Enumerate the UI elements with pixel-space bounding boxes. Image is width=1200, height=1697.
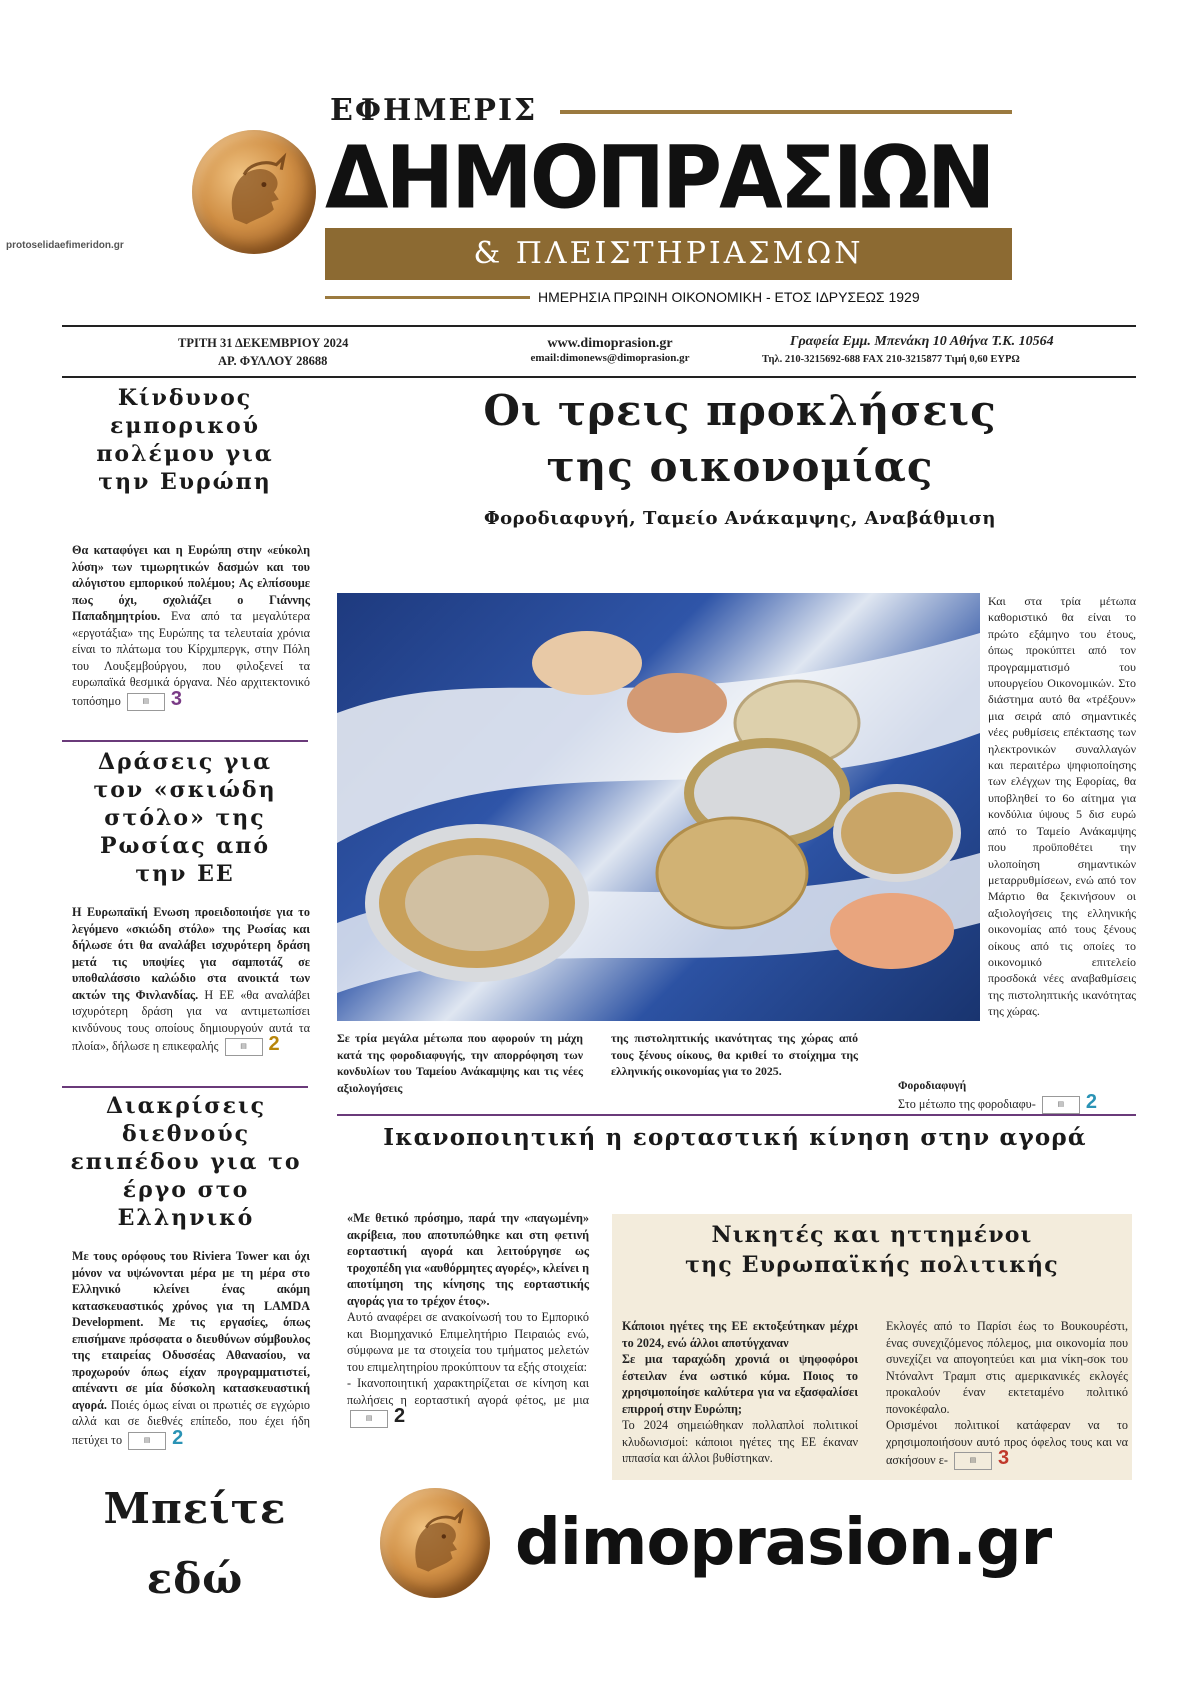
masthead-bottom-rule <box>325 296 530 299</box>
left-article2-body: Η ΕΕ «θα αναλάβει ισχυρότερη δράση για να αντιμετωπίσει κινδύνους τους οποίους δημιουργούν αυτά τα πλοία», δήλωσε η επικεφαλής <box>72 987 310 1053</box>
left-rule-1 <box>62 740 308 742</box>
newspaper-thumb-icon: ▤ <box>954 1452 992 1470</box>
office-address: Γραφεία Εμμ. Μπενάκη 10 Αθήνα Τ.Κ. 10564 <box>790 334 1054 349</box>
market-page-ref[interactable]: 2 <box>394 1405 406 1427</box>
left-article1-text <box>72 542 310 711</box>
issue-number: ΑΡ. ΦΥΛΛΟΥ 28688 <box>218 354 328 368</box>
footer-domain-link[interactable]: dimoprasion.gr <box>515 1506 1052 1580</box>
euro-left-column <box>622 1318 858 1467</box>
main-page-ref[interactable]: 2 <box>1085 1091 1097 1113</box>
euro-body1: Το 2024 σημειώθηκαν πολλαπλοί πολιτικοί κλυδωνισμοί: κάποιοι ηγέτες της ΕΕ έκαναν ιππασία και άλλοι βυθίστηκαν. <box>622 1418 858 1465</box>
cta-enter-line1[interactable]: Μπείτε <box>103 1484 287 1533</box>
newspaper-thumb-icon: ▤ <box>225 1038 263 1056</box>
main-headline-line2[interactable]: της οικονομίας <box>546 442 934 491</box>
hermes-profile-icon <box>380 1488 490 1598</box>
left-article3-text <box>72 1248 310 1450</box>
email-link[interactable]: email:dimonews@dimoprasion.gr <box>530 352 690 364</box>
euro-title-line2[interactable]: της Ευρωπαϊκής πολιτικής <box>685 1252 1059 1278</box>
coins-illustration <box>337 593 980 1021</box>
masthead-title: ΔΗΜΟΠΡΑΣΙΩΝ <box>325 128 993 229</box>
main-sub-text-content: Στο μέτωπο της φοροδιαφυ- <box>898 1097 1036 1111</box>
left-article1-tail: Νέο αρχιτεκτονικό τοπόσημο <box>72 675 311 708</box>
main-subheadline: Φοροδιαφυγή, Ταμείο Ανάκαμψης, Αναβάθμιση <box>483 508 997 529</box>
market-text <box>347 1210 589 1428</box>
issue-date: ΤΡΙΤΗ 31 ΔΕΚΕΜΒΡΙΟΥ 2024 <box>178 336 349 350</box>
newspaper-thumb-icon: ▤ <box>350 1410 388 1428</box>
newspaper-thumb-icon: ▤ <box>127 693 165 711</box>
main-sub-label: Φοροδιαφυγή <box>898 1080 967 1092</box>
left-article1-title[interactable]: Κίνδυνος εμπορικού πολέμου για την Ευρώπη <box>96 385 274 495</box>
left-rule-2 <box>62 1086 308 1088</box>
euro-body2: Εκλογές από το Παρίσι έως το Βουκουρέστι, ένας συνεχιζόμενος πόλεμος, μια οικονομία που συνεχίζει να απογοητεύει και μια νίκη-σοκ του Ντόναλντ Τραμπ στις αμερικανικές εκλογές προκαλούν έναν εκτεταμένο πολιτικό πονοκέφαλο. <box>886 1319 1128 1416</box>
left-article1-body: Ενα από τα μεγαλύτερα «εργοτάξια» της Ευρώπης τα τελευταία χρόνια είναι το πλάτωμα του Κίρχμπεργκ, στην Πόλη του Λουξεμβούργου, που φιλοξενεί τα ευρωπαϊκά θεσμικά όργανα. <box>72 609 310 689</box>
meta-bottom-rule <box>62 376 1136 378</box>
footer-coin-logo[interactable] <box>380 1488 490 1598</box>
masthead-subtitle: & ΠΛΕΙΣΤΗΡΙΑΣΜΩΝ <box>473 236 864 271</box>
main-headline-line1[interactable]: Οι τρεις προκλήσεις <box>483 386 997 435</box>
left-article3-lead: Με τους ορόφους του Riviera Tower και όχι μόνον να υψώνονται μέρα με τη μέρα στο Ελληνικό κλείνει ένας ακόμη κατασκευαστικός χρόνος για τη LAMDA Development. Με τις εργασίες, όπως επισήμανε πρόσφατα ο διευθύνων σύμβουλος της εταιρείας Οδυσσέας Αθανασίου, να προχωρούν όπως είχαν προγραμματιστεί, απέναντι σε μία δύσκολη κατασκευαστική αγορά. <box>72 1249 310 1412</box>
market-body: Αυτό αναφέρει σε ανακοίνωσή του το Εμπορικό και Βιομηχανικό Επιμελητήριο Πειραιώς ενώ, σύμφωνα με τα στοιχεία του τμήματος μελετών του επιμελητηρίου προκύπτουν τα εξής στοιχεία: <box>347 1310 589 1374</box>
hermes-coin-logo[interactable] <box>192 130 316 254</box>
euro-body3: Ορισμένοι πολιτικοί κατάφεραν να το χρησιμοποιήσουν αυτό προς όφελος τους και να ασκήσουν ε- <box>886 1418 1128 1467</box>
left-article3-page-ref[interactable]: 2 <box>172 1426 184 1449</box>
newspaper-thumb-icon: ▤ <box>1042 1096 1080 1114</box>
main-story-right-column: Και στα τρία μέτωπα καθοριστικό θα είναι το πρώτο εξάμηνο του έτους, όπως προκύπτει από τον προγραμματισμό του υπουργείου Οικονομικών. Στο διάστημα αυτό θα «τρέξουν» μια σειρά από σημαντικές νέες ρυθμίσεις επέκτασης των ηλεκτρονικών συναλλαγών και περαιτέρω ψηφιοποίησης των ελέγχων της Εφορίας, θα υποβληθεί το 6ο αίτημα για κονδύλια ύψους 5 δισ ευρώ από το Ταμείο Ανάκαμψης που προϋποθέτει την υλοποίηση σημαντικών μεταρρυθμίσεων, ενώ από τον Μάρτιο θα ξεκινήσουν οι αξιολογήσεις της ελληνικής οικονομίας από τους ξένους οίκους από τις οποίες το οικονομικό επιτελείο προσδοκά νέες αναβαθμίσεις της πιστοληπτικής ικανότητας της χώρας. <box>988 594 1136 1019</box>
left-article1-lead: Θα καταφύγει και η Ευρώπη στην «εύκολη λύση» των τιμωρητικών δασμών και του αλόγιστου εμπορικού πολέμου; Ας ελπίσουμε πως όχι, σχολιάζει ο Γιάννης Παπαδημητρίου. <box>72 543 310 623</box>
left-article2-page-ref[interactable]: 2 <box>268 1033 280 1055</box>
newspaper-thumb-icon: ▤ <box>128 1432 166 1450</box>
masthead-tagline: ΗΜΕΡΗΣΙΑ ΠΡΩΙΝΗ ΟΙΚΟΝΟΜΙΚΗ - ΕΤΟΣ ΙΔΡΥΣΕΩΣ 1929 <box>538 289 920 305</box>
meta-top-rule <box>62 325 1136 327</box>
hermes-profile-icon <box>192 130 316 254</box>
phones-price: Τηλ. 210-3215692-688 FAX 210-3215877 Τιμή 0,60 ΕΥΡΩ <box>762 354 1020 365</box>
euro-title-line1[interactable]: Νικητές και ηττημένοι <box>711 1222 1033 1248</box>
cta-enter-line2[interactable]: εδώ <box>146 1554 244 1603</box>
left-article2-lead: Η Ευρωπαϊκή Ενωση προειδοποιήσε για το λεγόμενο «σκιώδη στόλο» της Ρωσίας και δήλωσε ότι θα αναλάβει ισχυρότερη δράση μετά τις υποψίες για σαμποτάζ σε υποθαλάσσιο καλώδιο στα ανοικτά των ακτών της Φινλανδίας. <box>72 905 310 1002</box>
market-bullet: - Ικανοποιητική χαρακτηρίζεται σε κίνηση και πωλήσεις η εορταστική αγορά φέτος, με μια <box>347 1376 589 1407</box>
market-headline[interactable]: Ικανοποιητική η εορταστική κίνηση στην αγορά <box>383 1124 1087 1151</box>
left-article2-title[interactable]: Δράσεις για τον «σκιώδη στόλο» της Ρωσίας από την ΕΕ <box>93 749 277 887</box>
left-article1-page-ref[interactable]: 3 <box>170 687 183 710</box>
euro-lead2: Σε μια ταραχώδη χρονιά οι ψηφοφόροι έστειλαν ένα ωστικό κύμα. Ποιος το χρησιμοποίησε καλύτερα για να εξασφαλίσει επιρροή στην Ευρώπη; <box>622 1352 858 1416</box>
masthead-efimeris: ΕΦΗΜΕΡΙΣ <box>330 93 538 128</box>
euro-page-ref[interactable]: 3 <box>998 1447 1010 1469</box>
watermark: protoselidaefimeridon.gr <box>6 240 124 251</box>
euro-lead: Κάποιοι ηγέτες της ΕΕ εκτοξεύτηκαν μέχρι το 2024, ενώ άλλοι αποτύγχαναν <box>622 1319 858 1350</box>
main-caption-col1: Σε τρία μεγάλα μέτωπα που αφορούν τη μάχη κατά της φοροδιαφυγής, την απορρόφηση των κονδυλίων του Ταμείου Ανάκαμψης και τις νέες αξιολογήσεις <box>337 1031 583 1095</box>
market-lead: «Με θετικό πρόσημο, παρά την «παγωμένη» ακρίβεια, που αποτυπώθηκε και στη φετινή εορταστική αγορά και λειτούργησε ως τροχοπέδη για «αυθόρμητες αγορές», κλείνει η αποτίμηση της κίνησης της εορταστικής αγοράς για το τρέχον έτος». <box>347 1211 589 1308</box>
main-sub-text <box>898 1091 1148 1114</box>
masthead-subtitle-band <box>325 228 1012 280</box>
website-link[interactable]: www.dimoprasion.gr <box>547 336 673 351</box>
main-bottom-rule <box>337 1114 1136 1116</box>
euro-right-column <box>886 1318 1128 1470</box>
euro-coins-flag-photo[interactable] <box>337 593 980 1021</box>
left-article3-title[interactable]: Διακρίσεις διεθνούς επιπέδου για το έργο στο Ελληνικό <box>70 1093 302 1231</box>
main-caption-col2: της πιστοληπτικής ικανότητας της χώρας από τους ξένους οίκους, θα κριθεί το στοίχημα της ελληνικής οικονομίας για το 2025. <box>611 1031 858 1078</box>
masthead-top-rule <box>560 110 1012 114</box>
left-article3-body: Ποιές όμως είναι οι πρωτιές σε εγχώριο αλλά και σε διεθνές επίπεδο, που έχει ήδη πετύχει το <box>72 1397 310 1447</box>
left-article2-text <box>72 904 310 1056</box>
